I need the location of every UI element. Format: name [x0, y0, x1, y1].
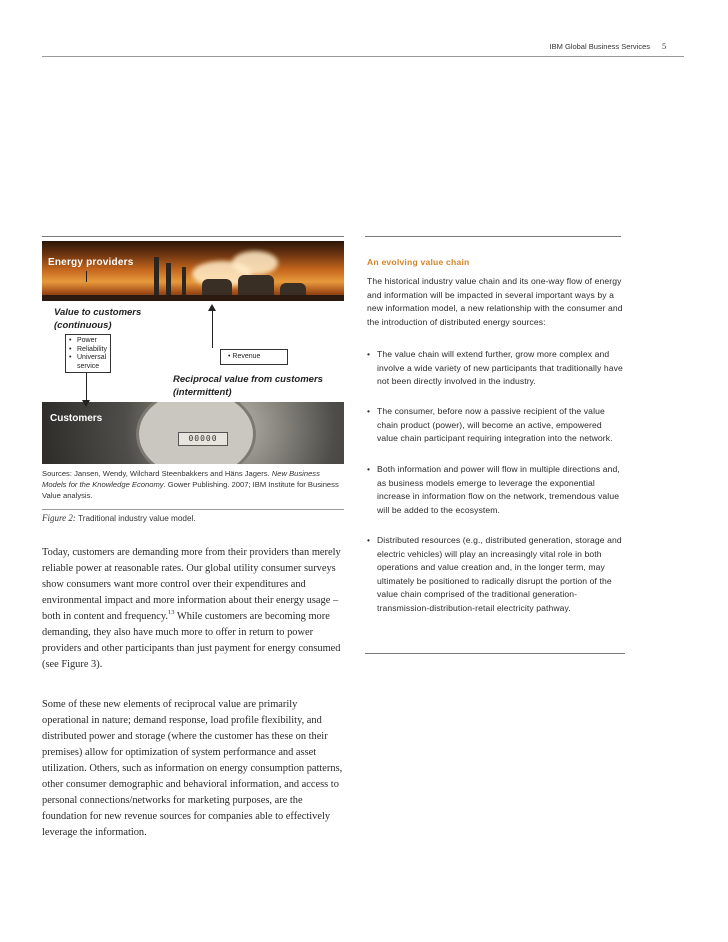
header-rule: [42, 56, 684, 57]
figure-diagram-area: [42, 301, 344, 402]
value-items-box: [65, 334, 111, 373]
energy-providers-label: Energy providers: [48, 257, 134, 268]
caption-rule: [42, 509, 344, 510]
up-arrow-icon: [208, 304, 216, 311]
figure-sources: [42, 468, 344, 501]
figure-caption: [42, 513, 344, 524]
revenue-up-arrow: [212, 310, 213, 348]
bullet-icon: •: [367, 535, 371, 545]
sidebar-bottom-rule: [365, 653, 625, 654]
customers-label: Customers: [50, 413, 103, 424]
sources-book-title: New Business Models for the Knowledge Economy: [42, 469, 320, 489]
sidebar-top-rule: [365, 236, 621, 237]
caption-text: Traditional industry value model.: [78, 514, 196, 523]
p1-text-after: While customers are becoming more demanding, they also have much more to offer in return to power providers and other participants than just payment for energy consumed (see Figure 3).: [42, 611, 341, 670]
sources-prefix: Sources: Jansen, Wendy, Wilchard Steenbakkers and Häns Jagers.: [42, 469, 270, 478]
sidebar-bullet-text: The consumer, before now a passive recipient of the value chain product (power), will become an active, empowered value chain participant requiring integration into the network.: [377, 406, 613, 443]
value-item-power: • Power: [69, 337, 107, 346]
body-paragraph-2: Some of these new elements of reciprocal value are primarily operational in nature; demand response, load profile flexibility, and distributed power and storage (where the customer has these on their premises) allow for optimization of system performance and asset utilization. Others, such as information on energy consumption patterns, other consumer demographic and behavioral information, and access to personal connections/networks for marketing purposes, are the foundation for new revenue sources for companies able to effectively leverage the information.: [42, 699, 343, 838]
sidebar-intro: The historical industry value chain and its one-way flow of energy and information will be impacted in several important ways by a new information model, a new relationship with the consumer and the introduction of distributed energy sources:: [367, 276, 623, 327]
bullet-icon: •: [367, 464, 371, 474]
sidebar-bullet: [367, 348, 625, 389]
reciprocal-value-label: [173, 373, 323, 399]
value-to-customers-label: [54, 306, 141, 332]
bullet-icon: •: [367, 349, 371, 359]
value-to-customers-line1: Value to customers: [54, 307, 142, 318]
sidebar-bullet-text: Both information and power will flow in multiple directions and, as business models emerge to leverage the exponential increase in information flow on the network, tremendous value will be added to the ecosystem.: [377, 464, 620, 515]
footnote-ref: 13: [168, 609, 175, 616]
sidebar-bullet: [367, 463, 625, 517]
sidebar-heading: An evolving value chain: [367, 257, 470, 267]
figure-top-rule: [42, 236, 344, 237]
sources-suffix: . Gower Publishing. 2007; IBM Institute for Business Value analysis.: [42, 480, 339, 500]
caption-figure-number: Figure 2:: [42, 513, 76, 523]
value-item-universal-service: • Universal service: [69, 354, 107, 371]
sidebar-bullet-text: The value chain will extend further, grow more complex and involve a wide variety of new participants that traditionally have not been directly involved in the industry.: [377, 349, 623, 386]
sidebar-bullet: [367, 405, 625, 446]
down-arrow-icon: [82, 400, 90, 407]
sidebar-bullet: [367, 534, 625, 615]
running-header-company: IBM Global Business Services: [549, 42, 650, 51]
page-number: 5: [662, 41, 667, 51]
connector-line: [86, 271, 87, 282]
value-item-reliability: • Reliability: [69, 346, 107, 355]
meter-digits: 00000: [178, 432, 228, 446]
reciprocal-value-line2: (intermittent): [173, 387, 232, 398]
electric-meter-photo: [42, 402, 344, 464]
power-plant-photo: [42, 241, 344, 301]
body-paragraph-1: [42, 545, 346, 673]
value-to-customers-line2: (continuous): [54, 320, 112, 331]
value-model-figure: [42, 236, 344, 464]
p1-text-before: Today, customers are demanding more from their providers than merely reliable power at reasonable rates. Our global utility consumer surveys show consumers want more control over their expenditures and environmental impact and more information about their energy usage – both in content and frequency.: [42, 547, 341, 622]
reciprocal-value-line1: Reciprocal value from customers: [173, 374, 323, 385]
bullet-icon: •: [367, 406, 371, 416]
sidebar-bullet-text: Distributed resources (e.g., distributed generation, storage and electric vehicles) will play an increasingly vital role in both operations and value creation and, in the longer term, may ultimately be positioned to radically disrupt the portion of the value chain comprised of the traditional generation-transmission-distribution-retail electricity pathway.: [377, 535, 622, 613]
revenue-box: • Revenue: [220, 349, 288, 365]
